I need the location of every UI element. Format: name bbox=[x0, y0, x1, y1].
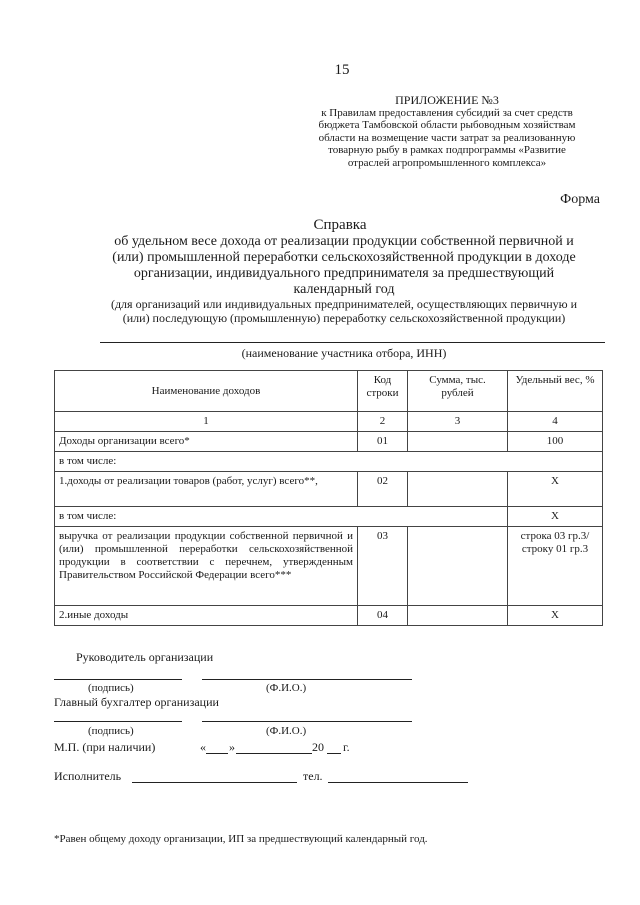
appendix-line-1: к Правилам предоставления субсидий за счет средств bbox=[321, 106, 573, 119]
income-table bbox=[54, 370, 603, 626]
document-subtitle bbox=[80, 234, 608, 298]
table-row bbox=[55, 432, 603, 452]
date-year-prefix: 20 bbox=[312, 740, 324, 754]
appendix-line-2: бюджета Тамбовской области рыбоводным хозяйствам bbox=[318, 119, 576, 132]
numbering-cell: 2 bbox=[358, 412, 408, 432]
subtitle-line: об удельном весе дохода от реализации продукции собственной первичной и bbox=[114, 234, 574, 249]
date-suffix: г. bbox=[343, 740, 350, 754]
code-cell: 03 bbox=[358, 527, 408, 606]
date-open-quote: « bbox=[200, 740, 206, 754]
code-cell: 01 bbox=[358, 432, 408, 452]
header-cell: Код строки bbox=[358, 371, 408, 412]
appendix-line-5: отраслей агропромышленного комплекса» bbox=[347, 156, 547, 169]
numbering-cell: 1 bbox=[55, 412, 358, 432]
income-name-cell: выручка от реализации продукции собственной первичной и (или) промышленной переработки сельскохозяйственной продукции в соответствии с перечнем, утвержденным Правительством Российской Федерации всего*** bbox=[55, 527, 358, 606]
note-line: (или) последующую (промышленную) переработку сельскохозяйственной продукции) bbox=[122, 311, 566, 325]
head-fio-line[interactable] bbox=[202, 679, 412, 680]
date-month-line[interactable] bbox=[236, 753, 312, 754]
income-name-cell: Доходы организации всего* bbox=[55, 432, 358, 452]
executor-line[interactable] bbox=[132, 782, 297, 783]
signature-caption: (подпись) bbox=[88, 725, 134, 737]
subtitle-line: организации, индивидуального предпринимателя за предшествующий bbox=[133, 266, 555, 281]
head-label: Руководитель организации bbox=[76, 650, 214, 664]
accountant-fio-line[interactable] bbox=[202, 721, 412, 722]
table-row bbox=[55, 527, 603, 606]
fio-caption: (Ф.И.О.) bbox=[266, 725, 307, 737]
sum-cell[interactable] bbox=[408, 606, 508, 626]
table-numbering-row bbox=[55, 412, 603, 432]
weight-cell: X bbox=[508, 507, 603, 527]
income-name-cell: 2.иные доходы bbox=[55, 606, 358, 626]
note-line: (для организаций или индивидуальных предпринимателей, осуществляющих первичную и bbox=[110, 297, 578, 311]
income-name-cell: 1.доходы от реализации товаров (работ, услуг) всего**, bbox=[55, 472, 358, 507]
table-header-row bbox=[55, 371, 603, 412]
date-year-line[interactable] bbox=[327, 753, 341, 754]
income-name-cell: в том числе: bbox=[55, 452, 603, 472]
footnote: *Равен общему доходу организации, ИП за предшествующий календарный год. bbox=[54, 833, 428, 845]
date-close-quote: » bbox=[229, 740, 235, 754]
weight-cell: 100 bbox=[508, 432, 603, 452]
income-name-cell: в том числе: bbox=[55, 507, 508, 527]
document-title: Справка bbox=[313, 217, 367, 233]
document-note bbox=[70, 297, 618, 325]
subtitle-line: календарный год bbox=[293, 282, 395, 297]
table-row bbox=[55, 452, 603, 472]
header-cell: Наименование доходов bbox=[55, 371, 358, 412]
numbering-cell: 3 bbox=[408, 412, 508, 432]
participant-name-line bbox=[100, 342, 605, 343]
table-row bbox=[55, 606, 603, 626]
table-row bbox=[55, 507, 603, 527]
sum-cell[interactable] bbox=[408, 527, 508, 606]
executor-label: Исполнитель bbox=[54, 769, 122, 783]
stamp-label: М.П. (при наличии) bbox=[54, 740, 156, 754]
accountant-signature-line[interactable] bbox=[54, 721, 182, 722]
appendix-line-3: области на возмещение части затрат за реализованную bbox=[318, 131, 576, 144]
participant-caption: (наименование участника отбора, ИНН) bbox=[241, 346, 447, 360]
form-label: Форма bbox=[560, 192, 600, 207]
fio-caption: (Ф.И.О.) bbox=[266, 682, 307, 694]
head-signature-line[interactable] bbox=[54, 679, 182, 680]
sum-cell[interactable] bbox=[408, 432, 508, 452]
date-day-line[interactable] bbox=[206, 753, 228, 754]
code-cell: 02 bbox=[358, 472, 408, 507]
header-cell: Сумма, тыс. рублей bbox=[408, 371, 508, 412]
weight-cell: строка 03 гр.3/ строку 01 гр.3 bbox=[508, 527, 603, 606]
signature-caption: (подпись) bbox=[88, 682, 134, 694]
header-cell: Удельный вес, % bbox=[508, 371, 603, 412]
weight-cell: X bbox=[508, 472, 603, 507]
appendix-line-4: товарную рыбу в рамках подпрограммы «Развитие bbox=[328, 144, 566, 157]
phone-line[interactable] bbox=[328, 782, 468, 783]
code-cell: 04 bbox=[358, 606, 408, 626]
phone-label: тел. bbox=[303, 769, 323, 783]
table-row bbox=[55, 472, 603, 507]
subtitle-line: (или) промышленной переработки сельскохозяйственной продукции в доходе bbox=[112, 250, 576, 265]
sum-cell[interactable] bbox=[408, 472, 508, 507]
numbering-cell: 4 bbox=[508, 412, 603, 432]
page-number: 15 bbox=[334, 62, 350, 78]
accountant-label: Главный бухгалтер организации bbox=[54, 695, 219, 709]
appendix-block bbox=[280, 94, 614, 170]
weight-cell: X bbox=[508, 606, 603, 626]
appendix-title: ПРИЛОЖЕНИЕ №3 bbox=[395, 93, 499, 107]
